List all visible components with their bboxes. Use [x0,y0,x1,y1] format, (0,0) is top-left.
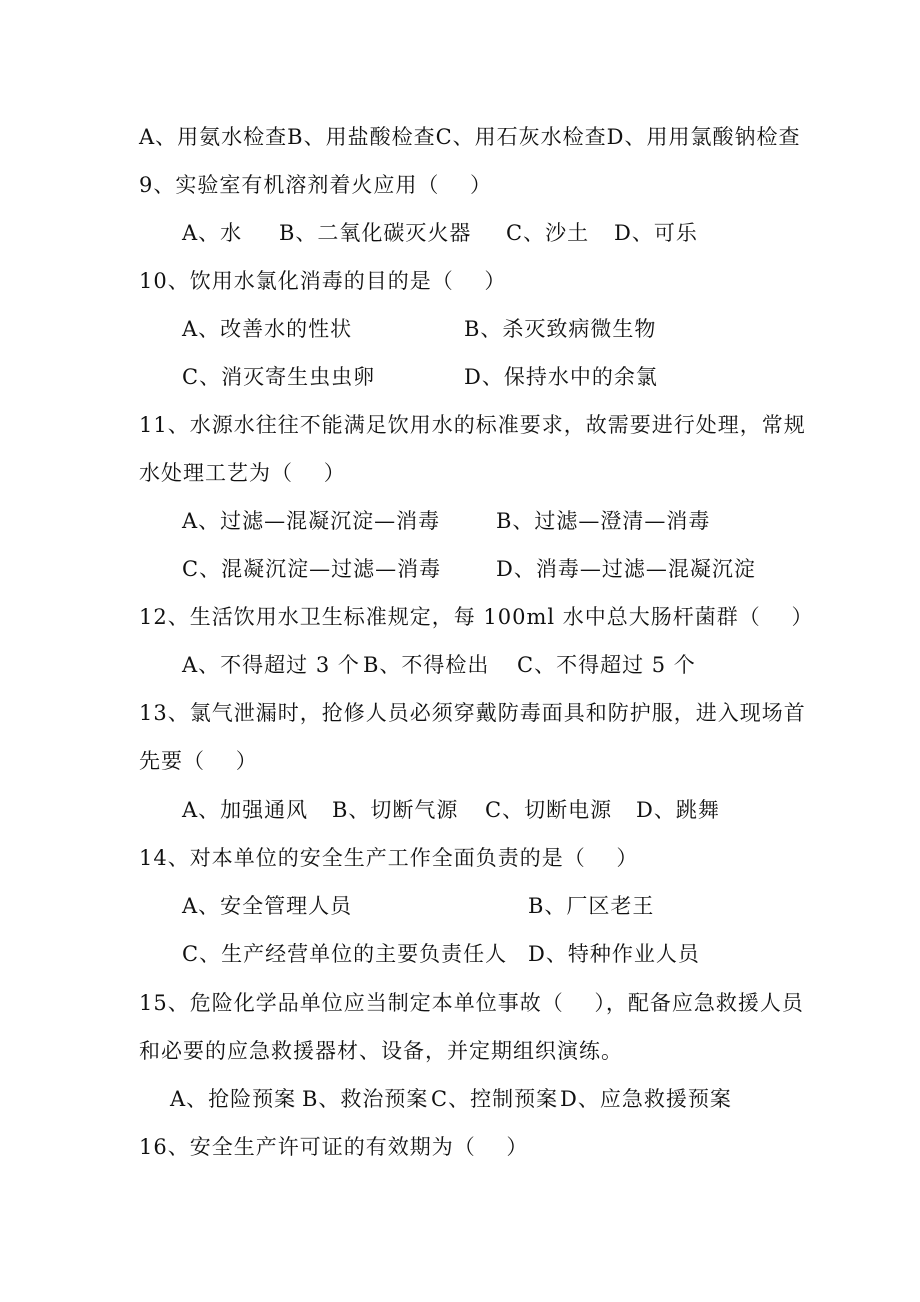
q9-option-b: B、二氧化碳灭火器 [279,221,472,245]
q10-option-b: B、杀灭致病微生物 [464,317,657,341]
q13-option-b: B、切断气源 [332,798,459,822]
q11-option-b: B、过滤—澄清—消毒 [496,509,711,533]
q10-option-c: C、消灭寄生虫虫卵 [182,365,376,389]
q15-option-b: B、救治预案 [302,1087,429,1111]
q11-option-c: C、混凝沉淀—过滤—消毒 [182,557,442,581]
q9-option-d: D、可乐 [614,221,698,245]
q14-option-a: A、安全管理人员 [182,894,353,918]
q14-option-b: B、厂区老王 [528,894,655,918]
q11-option-d: D、消毒—过滤—混凝沉淀 [496,557,756,581]
q12-option-c: C、不得超过 5 个 [517,653,696,677]
q15-option-c: C、控制预案 [431,1087,559,1111]
q13-option-c: C、切断电源 [485,798,613,822]
q10-option-a: A、改善水的性状 [182,317,353,341]
q15-stem-line2: 和必要的应急救援器材、设备，并定期组织演练。 [139,1039,623,1063]
q16-stem: 16、安全生产许可证的有效期为（ ） [139,1135,529,1159]
q14-option-c: C、生产经营单位的主要负责任人 [182,942,508,966]
q13-option-d: D、跳舞 [636,798,720,822]
q11-option-a: A、过滤—混凝沉淀—消毒 [182,509,441,533]
q13-option-a: A、加强通风 [182,798,309,822]
q9-option-a: A、水 [182,221,243,245]
q12-stem: 12、生活饮用水卫生标准规定，每 100ml 水中总大肠杆菌群（ ） [139,605,814,629]
q10-stem: 10、饮用水氯化消毒的目的是（ ） [139,269,507,293]
q12-option-b: B、不得检出 [363,653,490,677]
q12-option-a: A、不得超过 3 个 [182,653,360,677]
q15-stem-line1: 15、危险化学品单位应当制定本单位事故（ ），配备应急救援人员 [139,991,804,1015]
q14-option-d: D、特种作业人员 [528,942,700,966]
q13-stem-line1: 13、氯气泄漏时，抢修人员必须穿戴防毒面具和防护服，进入现场首 [139,701,806,725]
q13-stem-line2: 先要（ ） [139,749,258,773]
q8-options: A、用氨水检查B、用盐酸检查C、用石灰水检查D、用用氯酸钠检查 [139,125,801,149]
q11-stem-line2: 水处理工艺为（ ） [139,461,346,485]
q15-option-a: A、抢险预案 [170,1087,297,1111]
q11-stem-line1: 11、水源水往往不能满足饮用水的标准要求，故需要进行处理，常规 [139,413,806,437]
q9-option-c: C、沙土 [506,221,590,245]
q10-option-d: D、保持水中的余氯 [464,365,658,389]
q15-option-d: D、应急救援预案 [560,1087,732,1111]
q14-stem: 14、对本单位的安全生产工作全面负责的是（ ） [139,846,639,870]
q9-stem: 9、实验室有机溶剂着火应用（ ） [139,173,493,197]
